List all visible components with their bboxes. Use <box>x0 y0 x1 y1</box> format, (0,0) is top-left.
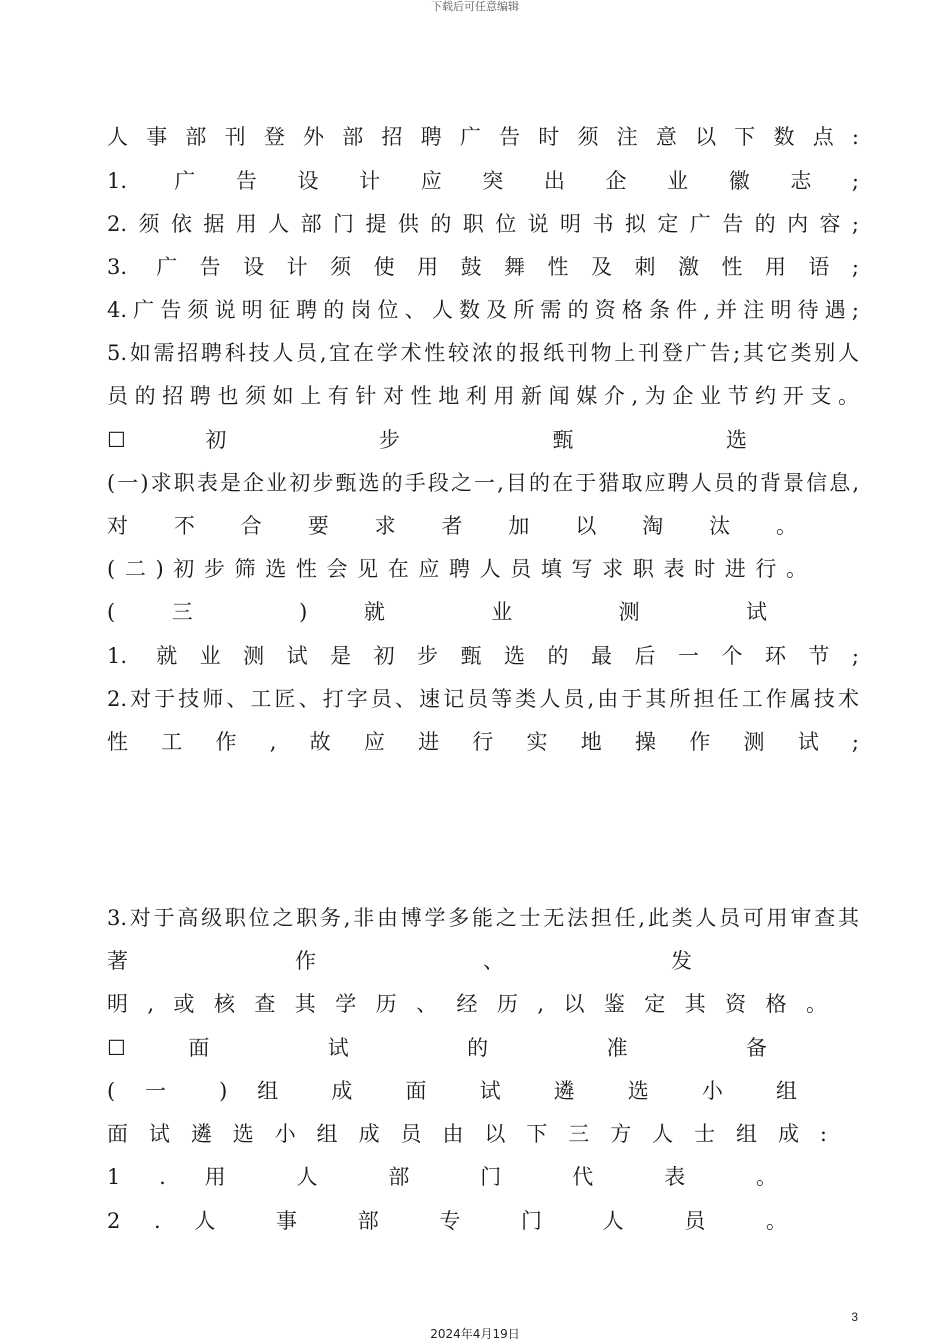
text-line-18: 明,或核查其学历、经历,以鉴定其资格。 <box>107 992 827 1016</box>
page-number: 3 <box>851 1310 858 1324</box>
footer-date: 2024年4月19日 <box>430 1327 520 1341</box>
text-line-13: 1. 就业测试是初步甄选的最后一个环节; <box>107 644 859 668</box>
text-line-11: (二)初步筛选性会见在应聘人员填写求职表时进行。 <box>107 557 807 581</box>
text-line-16: 3.对于高级职位之职务,非由博学多能之士无法担任,此类人员可用审查其 <box>107 906 859 930</box>
text-line-21: 面试遴选小组成员由以下三方人士组成: <box>107 1122 827 1146</box>
text-line-4: 3. 广告设计须使用鼓舞性及刺激性用语; <box>107 255 859 279</box>
section-heading-interview-preparation: ☐ 面 试 的 准 备 <box>107 1036 767 1060</box>
sub-heading-panel: ( 一 ) 组 成 面 试 遴 选 小 组 <box>107 1079 797 1103</box>
text-line-9: (一)求职表是企业初步甄选的手段之一,目的在于猎取应聘人员的背景信息, <box>107 471 859 495</box>
list-item-2: 2 . 人 事 部 专 门 人 员 。 <box>107 1209 787 1233</box>
list-item-1: 1 . 用 人 部 门 代 表 。 <box>107 1165 777 1189</box>
text-line-15: 性工作,故应进行实地操作测试; <box>107 730 859 754</box>
section-heading-initial-screening: ☐ 初 步 甄 选 <box>107 428 747 452</box>
header-note: 下载后可任意编辑 <box>431 0 519 13</box>
text-line-10: 对不合要求者加以淘汰。 <box>107 514 797 538</box>
text-line-6: 5.如需招聘科技人员,宜在学术性较浓的报纸刊物上刊登广告;其它类别人 <box>107 341 859 365</box>
text-line-14: 2.对于技师、工匠、打字员、速记员等类人员,由于其所担任工作属技术 <box>107 687 859 711</box>
section-heading-employment-test: ( 三 ) 就 业 测 试 <box>107 600 767 624</box>
text-line-3: 2.须依据用人部门提供的职位说明书拟定广告的内容; <box>107 212 859 236</box>
text-line-7: 员的招聘也须如上有针对性地利用新闻媒介,为企业节约开支。 <box>107 384 859 408</box>
text-line-17: 著 作 、 发 <box>107 949 692 973</box>
text-line-2: 1. 广告设计应突出企业徽志; <box>107 169 859 193</box>
text-line-5: 4.广告须说明征聘的岗位、人数及所需的资格条件,并注明待遇; <box>107 298 859 322</box>
text-line-1: 人事部刊登外部招聘广告时须注意以下数点: <box>107 125 859 149</box>
